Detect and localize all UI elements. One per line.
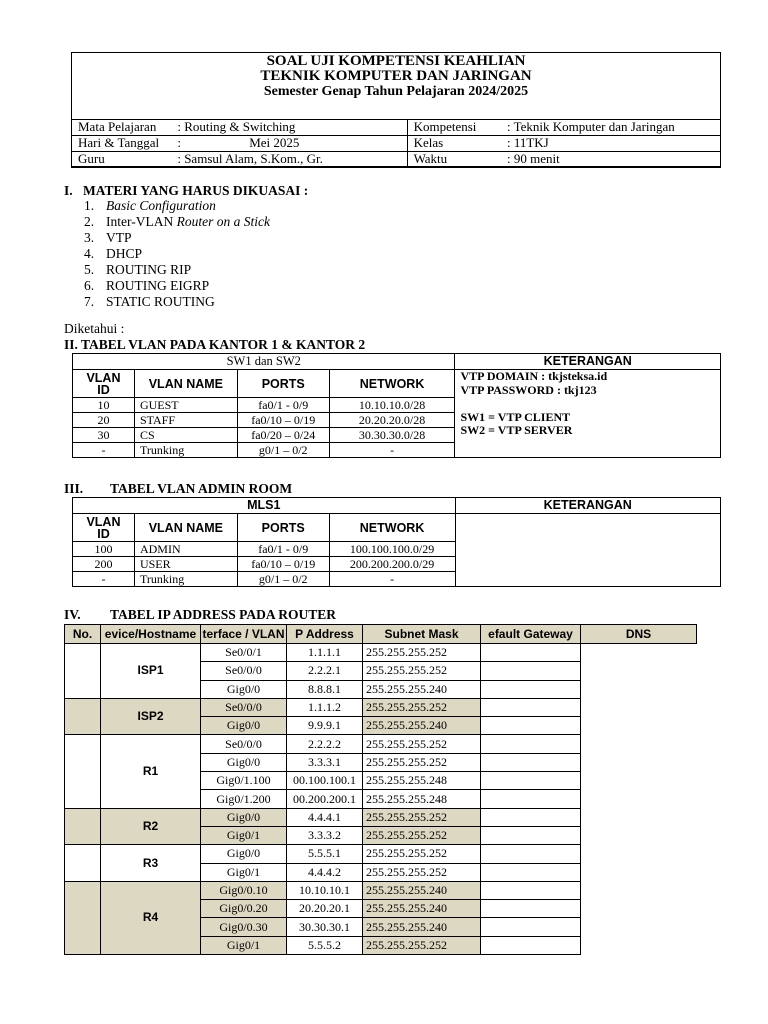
info-table	[71, 119, 721, 168]
vlan-id: 30	[73, 428, 135, 443]
ip-dns	[581, 772, 697, 790]
ip-address: 20.20.20.1	[287, 900, 363, 918]
ip-default-gateway	[481, 936, 581, 954]
ip-subnet-mask: 255.255.255.252	[363, 698, 481, 716]
vlan-ports: fa0/1 - 0/9	[237, 398, 329, 413]
ip-default-gateway	[481, 845, 581, 863]
ip-row	[65, 698, 697, 716]
ip-dns	[581, 735, 697, 753]
ip-subnet-mask: 255.255.255.240	[363, 881, 481, 899]
ip-row	[65, 808, 697, 826]
info-right-value: : Teknik Komputer dan Jaringan	[501, 120, 721, 136]
vlan-table-kantor	[72, 353, 721, 458]
ip-dns	[581, 808, 697, 826]
ip-address: 4.4.4.2	[287, 863, 363, 881]
vlan-group-label: SW1 dan SW2	[73, 354, 455, 370]
info-row	[72, 136, 721, 152]
vlan-name: GUEST	[134, 398, 237, 413]
ip-default-gateway	[481, 644, 581, 662]
info-right-label: Kelas	[407, 136, 501, 152]
materi-item-number: 2.	[84, 214, 95, 229]
ip-dns	[581, 900, 697, 918]
vlan-id: 20	[73, 413, 135, 428]
materi-item-number: 5.	[84, 262, 95, 277]
info-left-value: : Routing & Switching	[171, 120, 407, 136]
vlan-group-label: MLS1	[73, 498, 456, 514]
keterangan-cell	[455, 514, 721, 587]
ip-default-gateway	[481, 717, 581, 735]
vlan-network: -	[329, 443, 455, 458]
materi-item	[84, 262, 270, 278]
ip-dns	[581, 826, 697, 844]
keterangan-header: KETERANGAN	[455, 498, 721, 514]
materi-item	[84, 246, 270, 262]
keterangan-line: VTP PASSWORD : tkj123	[460, 382, 597, 397]
ip-default-gateway	[481, 808, 581, 826]
ip-default-gateway	[481, 826, 581, 844]
vlan-table-admin	[72, 497, 721, 587]
ip-address: 8.8.8.1	[287, 680, 363, 698]
vlan-id: -	[73, 572, 135, 587]
ip-interface: Gig0/0	[201, 845, 287, 863]
ip-dns	[581, 680, 697, 698]
title-line-1: SOAL UJI KOMPETENSI KEAHLIAN	[266, 53, 526, 69]
info-left-label: Guru	[72, 152, 172, 168]
materi-item	[84, 198, 270, 214]
info-left-label: Mata Pelajaran	[72, 120, 172, 136]
ip-no-cell	[65, 644, 101, 699]
materi-item-number: 4.	[84, 246, 95, 261]
ip-dns	[581, 936, 697, 954]
materi-item-text: VTP	[106, 230, 132, 245]
info-row	[72, 120, 721, 136]
materi-item-text-italic: Router on a Stick	[176, 214, 270, 229]
document-title	[72, 53, 720, 120]
ip-subnet-mask: 255.255.255.252	[363, 826, 481, 844]
ip-interface: Gig0/0	[201, 680, 287, 698]
info-left-value: : Mei 2025	[171, 136, 407, 152]
ip-address: 3.3.3.1	[287, 753, 363, 771]
ip-subnet-mask: 255.255.255.252	[363, 753, 481, 771]
ip-default-gateway	[481, 753, 581, 771]
ip-interface: Se0/0/0	[201, 698, 287, 716]
ip-interface: Gig0/1.100	[201, 772, 287, 790]
materi-item-text: DHCP	[106, 246, 143, 261]
ip-default-gateway	[481, 735, 581, 753]
materi-item	[84, 294, 270, 310]
ip-default-gateway	[481, 772, 581, 790]
ip-dns	[581, 662, 697, 680]
vlan-ports: g0/1 – 0/2	[237, 443, 329, 458]
materi-item	[84, 230, 270, 246]
vlan-column-header: NETWORK	[329, 514, 455, 542]
keterangan-header: KETERANGAN	[455, 354, 721, 370]
ip-row	[65, 845, 697, 863]
ip-no-cell	[65, 698, 101, 735]
keterangan-line: VTP DOMAIN : tkjsteksa.id	[460, 369, 608, 383]
ip-no-cell	[65, 845, 101, 882]
ip-dns	[581, 698, 697, 716]
ip-address: 2.2.2.2	[287, 735, 363, 753]
ip-default-gateway	[481, 698, 581, 716]
ip-dns	[581, 881, 697, 899]
ip-dns	[581, 717, 697, 735]
section-1-heading	[64, 183, 308, 199]
ip-default-gateway	[481, 790, 581, 808]
ip-address: 5.5.5.1	[287, 845, 363, 863]
ip-subnet-mask: 255.255.255.248	[363, 790, 481, 808]
info-right-value: : 11TKJ	[501, 136, 721, 152]
info-left-label: Hari & Tanggal	[72, 136, 172, 152]
ip-interface: Gig0/1	[201, 826, 287, 844]
ip-subnet-mask: 255.255.255.252	[363, 863, 481, 881]
ip-interface: Gig0/1.200	[201, 790, 287, 808]
ip-dns	[581, 753, 697, 771]
ip-interface: Gig0/1	[201, 936, 287, 954]
vlan-network: 20.20.20.0/28	[329, 413, 455, 428]
vlan-column-header: VLAN NAME	[134, 514, 237, 542]
ip-hostname: ISP1	[101, 644, 201, 699]
section-3-heading	[64, 481, 292, 497]
ip-subnet-mask: 255.255.255.240	[363, 717, 481, 735]
ip-row	[65, 881, 697, 899]
vlan-network: -	[329, 572, 455, 587]
vlan-column-header-row	[73, 514, 721, 542]
section-4-title: TABEL IP ADDRESS PADA ROUTER	[110, 607, 337, 622]
ip-hostname: R2	[101, 808, 201, 845]
vlan-id: 100	[73, 542, 135, 557]
vlan-id: 10	[73, 398, 135, 413]
keterangan-line: SW1 = VTP CLIENT	[460, 409, 571, 424]
ip-address: 3.3.3.2	[287, 826, 363, 844]
vlan-column-header: VLAN ID	[73, 514, 135, 542]
vlan-column-header: VLAN NAME	[134, 370, 237, 398]
ip-address: 1.1.1.2	[287, 698, 363, 716]
ip-address: 1.1.1.1	[287, 644, 363, 662]
ip-dns	[581, 790, 697, 808]
section-3-number: III.	[64, 481, 84, 496]
vlan-group-row	[73, 354, 721, 370]
ip-column-header: evice/Hostname	[101, 625, 201, 644]
ip-no-cell	[65, 735, 101, 808]
materi-item-number: 1.	[84, 198, 95, 213]
section-2-heading: II. TABEL VLAN PADA KANTOR 1 & KANTOR 2	[64, 337, 366, 352]
vlan-name: Trunking	[134, 572, 237, 587]
vlan-column-header: VLAN ID	[73, 370, 135, 398]
vlan-name: CS	[134, 428, 237, 443]
ip-address: 00.200.200.1	[287, 790, 363, 808]
section-1-title: MATERI YANG HARUS DIKUASAI :	[83, 183, 309, 198]
materi-item-text: Basic Configuration	[106, 198, 216, 213]
materi-item-text: ROUTING RIP	[106, 262, 192, 277]
vlan-ports: fa0/10 – 0/19	[237, 557, 329, 572]
materi-item-number: 3.	[84, 230, 95, 245]
ip-default-gateway	[481, 900, 581, 918]
ip-interface: Se0/0/0	[201, 662, 287, 680]
vlan-name: STAFF	[134, 413, 237, 428]
ip-interface: Gig0/0	[201, 753, 287, 771]
info-left-value: : Samsul Alam, S.Kom., Gr.	[171, 152, 407, 168]
ip-column-header: terface / VLAN	[201, 625, 287, 644]
info-right-label: Kompetensi	[407, 120, 501, 136]
vlan-name: Trunking	[134, 443, 237, 458]
ip-address: 9.9.9.1	[287, 717, 363, 735]
ip-interface: Gig0/0.20	[201, 900, 287, 918]
materi-item	[84, 278, 270, 294]
info-row	[72, 152, 721, 168]
ip-address: 30.30.30.1	[287, 918, 363, 936]
ip-hostname: R4	[101, 881, 201, 954]
vlan-ports: g0/1 – 0/2	[237, 572, 329, 587]
vlan-network: 100.100.100.0/29	[329, 542, 455, 557]
ip-subnet-mask: 255.255.255.252	[363, 845, 481, 863]
keterangan-cell	[455, 370, 721, 458]
vlan-ports: fa0/20 – 0/24	[237, 428, 329, 443]
ip-default-gateway	[481, 863, 581, 881]
ip-subnet-mask: 255.255.255.252	[363, 735, 481, 753]
ip-interface: Se0/0/0	[201, 735, 287, 753]
ip-subnet-mask: 255.255.255.252	[363, 644, 481, 662]
vlan-name: USER	[134, 557, 237, 572]
ip-default-gateway	[481, 918, 581, 936]
vlan-ports: fa0/10 – 0/19	[237, 413, 329, 428]
ip-column-header: DNS	[581, 625, 697, 644]
ip-subnet-mask: 255.255.255.252	[363, 808, 481, 826]
section-1-number: I.	[64, 183, 73, 198]
keterangan-line: SW2 = VTP SERVER	[460, 423, 573, 437]
ip-hostname: ISP2	[101, 698, 201, 735]
info-right-value: : 90 menit	[501, 152, 721, 168]
vlan-id: -	[73, 443, 135, 458]
ip-dns	[581, 918, 697, 936]
ip-column-header: P Address	[287, 625, 363, 644]
title-line-2: TEKNIK KOMPUTER DAN JARINGAN	[260, 68, 532, 84]
vlan-network: 10.10.10.0/28	[329, 398, 455, 413]
vlan-group-row	[73, 498, 721, 514]
ip-address: 2.2.2.1	[287, 662, 363, 680]
ip-default-gateway	[481, 881, 581, 899]
ip-default-gateway	[481, 662, 581, 680]
vlan-column-header: PORTS	[237, 514, 329, 542]
ip-dns	[581, 863, 697, 881]
ip-interface: Gig0/0.10	[201, 881, 287, 899]
header-box	[71, 52, 721, 167]
ip-subnet-mask: 255.255.255.240	[363, 900, 481, 918]
ip-subnet-mask: 255.255.255.240	[363, 680, 481, 698]
ip-header-row	[65, 625, 697, 644]
ip-interface: Gig0/0	[201, 808, 287, 826]
vlan-network: 30.30.30.0/28	[329, 428, 455, 443]
ip-address: 5.5.5.2	[287, 936, 363, 954]
ip-interface: Gig0/0	[201, 717, 287, 735]
vlan-name: ADMIN	[134, 542, 237, 557]
ip-default-gateway	[481, 680, 581, 698]
title-line-3: Semester Genap Tahun Pelajaran 2024/2025	[263, 84, 529, 99]
section-3-title: TABEL VLAN ADMIN ROOM	[110, 481, 293, 496]
diketahui-label: Diketahui :	[64, 321, 125, 336]
ip-column-header: efault Gateway	[481, 625, 581, 644]
ip-column-header: No.	[65, 625, 101, 644]
vlan-ports: fa0/1 - 0/9	[237, 542, 329, 557]
info-right-label: Waktu	[407, 152, 501, 168]
materi-item-number: 7.	[84, 294, 95, 309]
ip-interface: Gig0/1	[201, 863, 287, 881]
ip-address: 00.100.100.1	[287, 772, 363, 790]
ip-subnet-mask: 255.255.255.248	[363, 772, 481, 790]
materi-item	[84, 214, 270, 230]
ip-subnet-mask: 255.255.255.252	[363, 936, 481, 954]
ip-address: 4.4.4.1	[287, 808, 363, 826]
ip-subnet-mask: 255.255.255.240	[363, 918, 481, 936]
section-4-number: IV.	[64, 607, 81, 622]
vlan-network: 200.200.200.0/29	[329, 557, 455, 572]
ip-dns	[581, 845, 697, 863]
materi-list	[84, 198, 270, 310]
materi-item-text: STATIC ROUTING	[106, 294, 215, 309]
ip-hostname: R1	[101, 735, 201, 808]
ip-row	[65, 644, 697, 662]
ip-no-cell	[65, 808, 101, 845]
ip-column-header: Subnet Mask	[363, 625, 481, 644]
ip-interface: Gig0/0.30	[201, 918, 287, 936]
ip-address-table	[64, 624, 697, 955]
materi-item-text: ROUTING EIGRP	[106, 278, 210, 293]
vlan-id: 200	[73, 557, 135, 572]
ip-dns	[581, 644, 697, 662]
ip-address: 10.10.10.1	[287, 881, 363, 899]
ip-hostname: R3	[101, 845, 201, 882]
vlan-column-header-row	[73, 370, 721, 398]
vlan-column-header: PORTS	[237, 370, 329, 398]
ip-no-cell	[65, 881, 101, 954]
ip-subnet-mask: 255.255.255.252	[363, 662, 481, 680]
vlan-column-header: NETWORK	[329, 370, 455, 398]
materi-item-text: Inter-VLAN	[106, 214, 177, 229]
section-4-heading	[64, 607, 336, 623]
materi-item-number: 6.	[84, 278, 95, 293]
keterangan-line	[460, 397, 720, 411]
ip-row	[65, 735, 697, 753]
ip-interface: Se0/0/1	[201, 644, 287, 662]
